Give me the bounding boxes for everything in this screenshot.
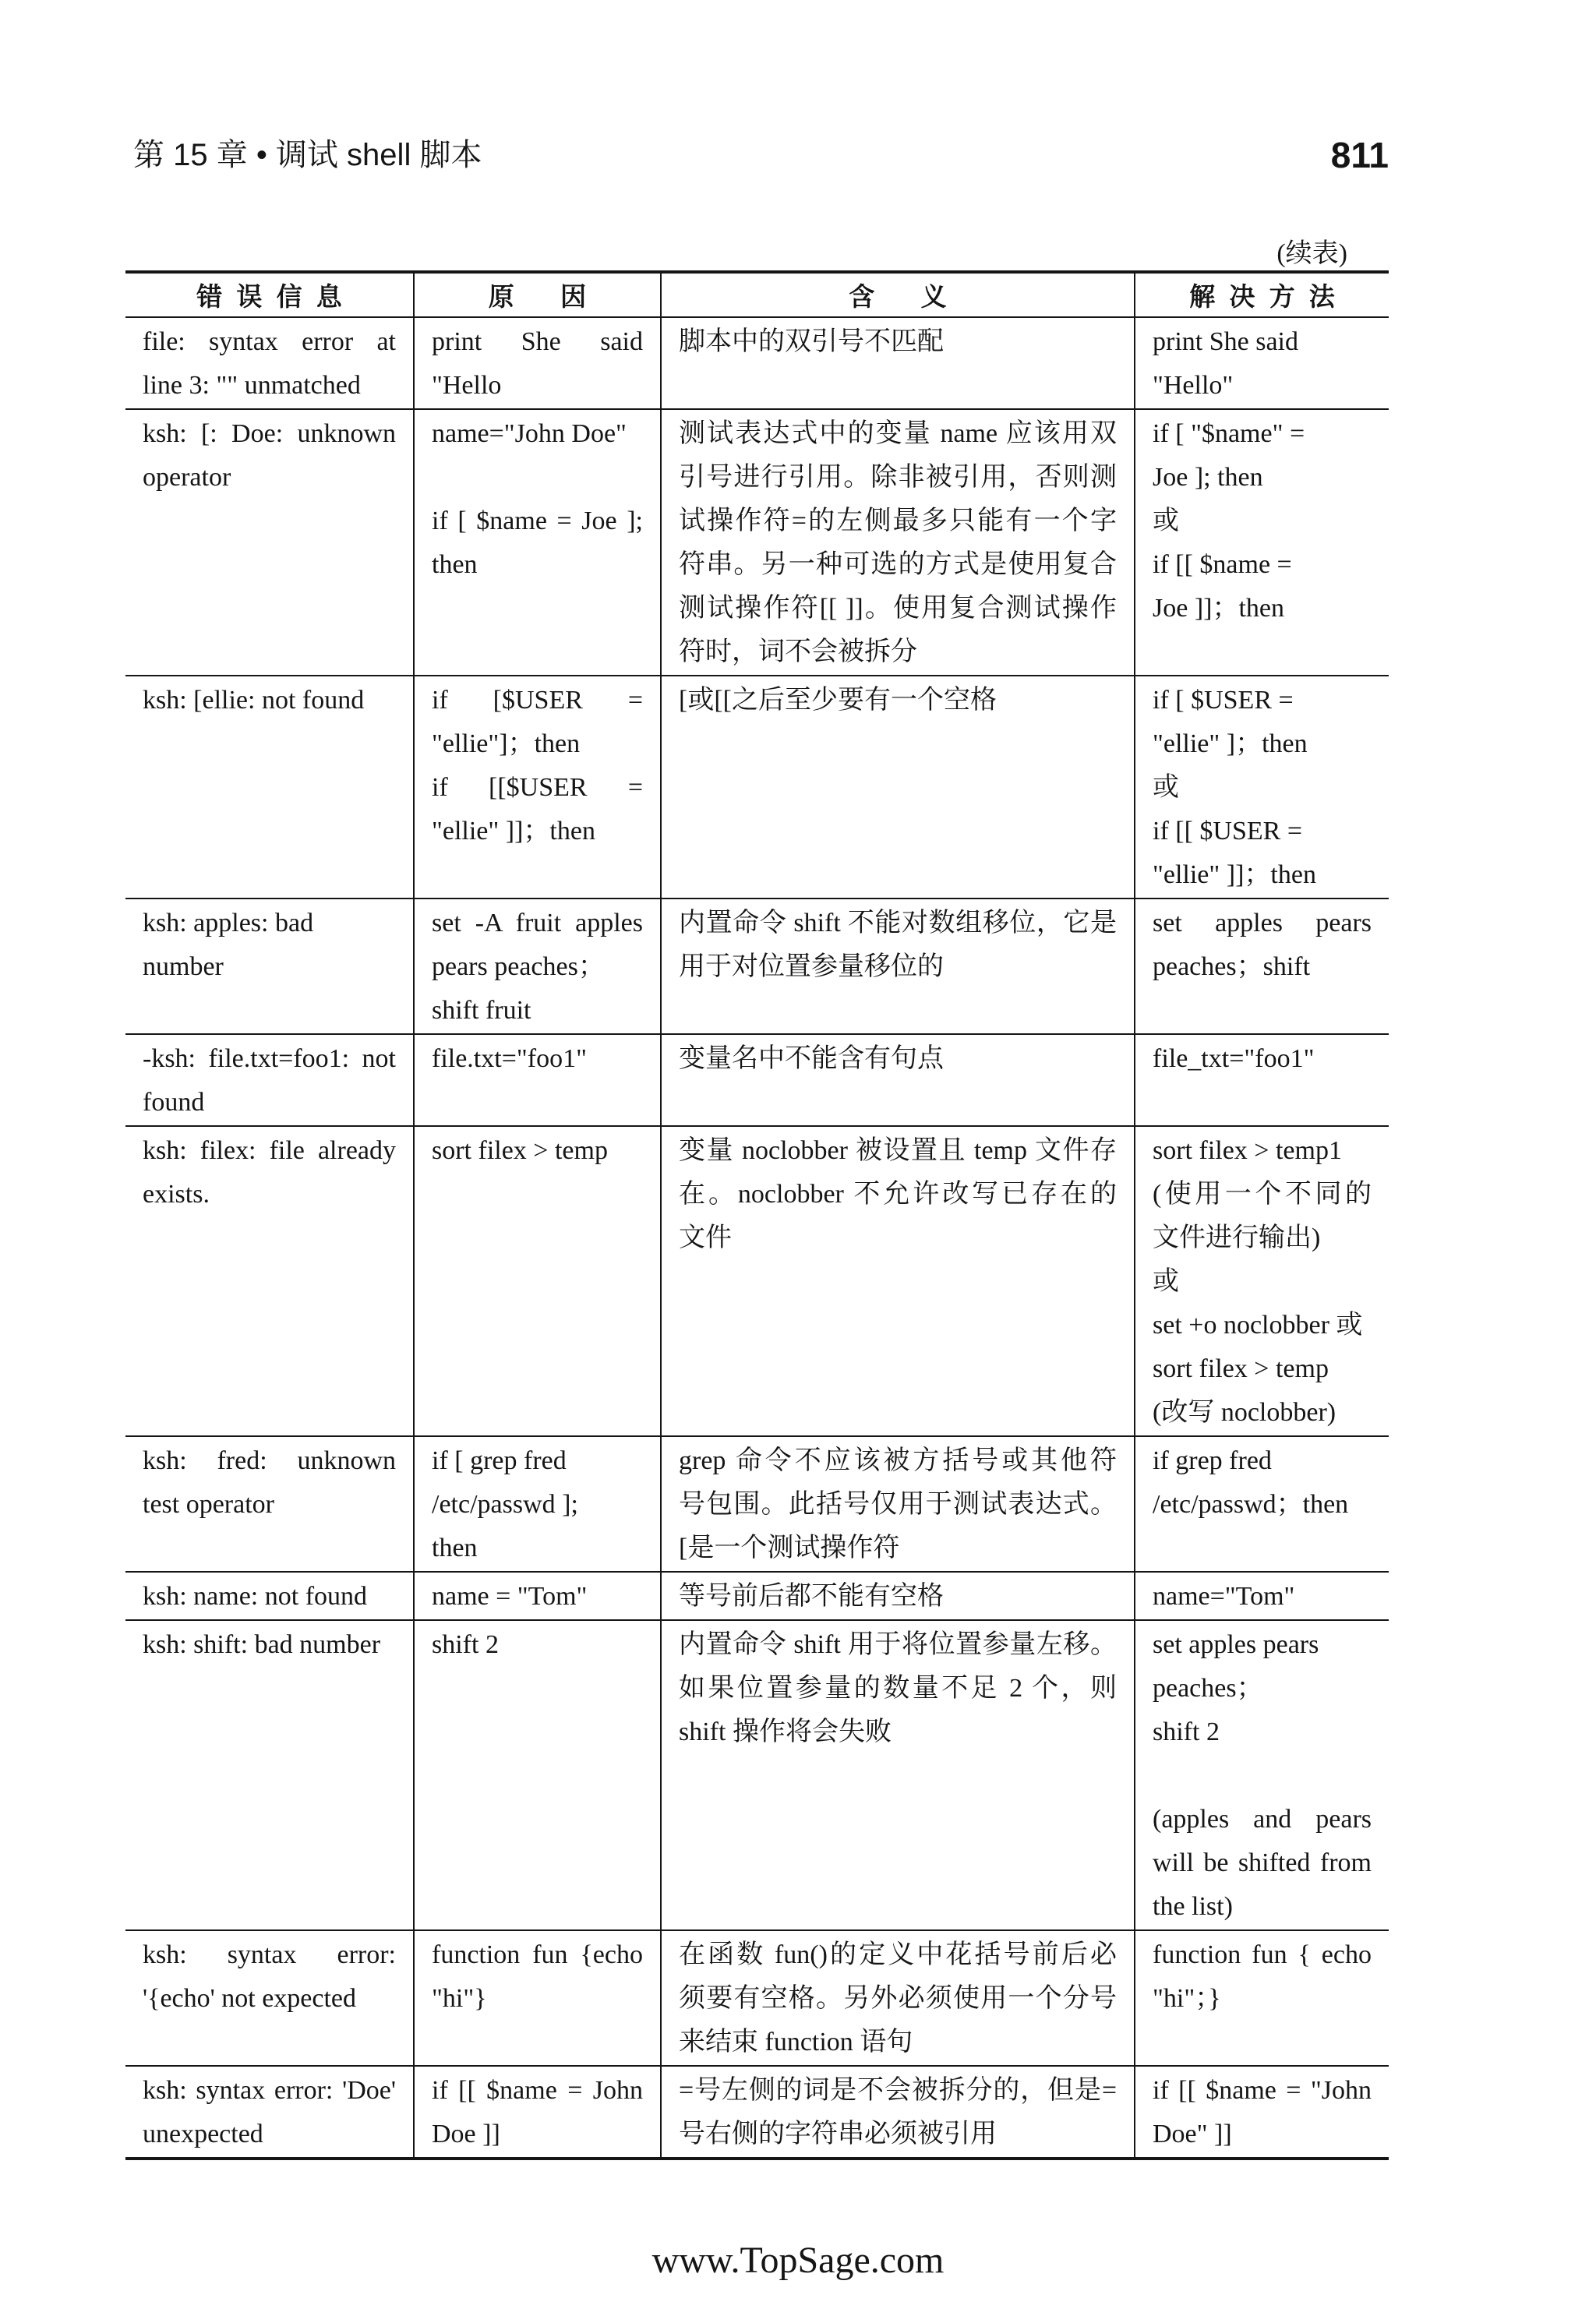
column-header-error-message: 错误信息 [125, 272, 414, 317]
page-number: 811 [1330, 135, 1389, 175]
cell-error-message [125, 1126, 414, 1436]
cell-line: 引号进行引用。除非被引用，否则测 [679, 463, 1117, 492]
table-row [125, 899, 1389, 1034]
cell-line: file.txt="foo1" [432, 1044, 587, 1073]
cell-line: shift fruit [432, 996, 531, 1025]
cell-line: if [[ $name = John [432, 2076, 643, 2105]
cell-meaning [661, 1126, 1135, 1436]
cell-error-message [125, 1436, 414, 1572]
cell-line: Joe ]; then [1153, 463, 1263, 492]
table-continued-caption: (续表) [1276, 239, 1347, 268]
cell-line: set apples pears [1153, 909, 1372, 937]
cell-line: Doe ]] [432, 2120, 500, 2148]
cell-line: Doe" ]] [1153, 2120, 1232, 2148]
cell-line: "hi"} [432, 1984, 487, 2013]
cell-line: exists. [143, 1180, 210, 1209]
cell-line: set apples pears [1153, 1630, 1319, 1659]
table-row [125, 1572, 1389, 1620]
cell-line: 内置命令 shift 不能对数组移位，它是 [679, 909, 1117, 937]
cell-line: 号右侧的字符串必须被引用 [679, 2120, 997, 2148]
cell-line: ksh: syntax error: [143, 1940, 396, 1969]
cell-error-message [125, 409, 414, 676]
cell-line: then [432, 550, 478, 579]
cell-error-message [125, 1620, 414, 1930]
cell-cause [414, 2066, 661, 2159]
cell-solution [1135, 1572, 1389, 1620]
cell-line: name = "Tom" [432, 1582, 588, 1611]
cell-line: found [143, 1088, 205, 1117]
column-header-meaning: 含义 [661, 272, 1135, 317]
cell-line: ksh: filex: file already [143, 1136, 396, 1165]
cell-line: function fun {echo [432, 1940, 643, 1969]
cell-line: file: syntax error at [143, 327, 396, 356]
chapter-title: 第 15 章 • 调试 shell 脚本 [133, 138, 482, 172]
cell-line: shift 操作将会失败 [679, 1718, 892, 1746]
cell-line: unexpected [143, 2120, 263, 2148]
column-header-cause: 原因 [414, 272, 661, 317]
cell-line: if [[ $name = "John [1153, 2076, 1372, 2105]
cell-cause [414, 676, 661, 899]
cell-line: shift 2 [1153, 1718, 1220, 1746]
cell-meaning [661, 2066, 1135, 2159]
cell-line: (使用一个不同的 [1153, 1180, 1372, 1209]
cell-line: number [143, 952, 224, 981]
cell-line: if [[ $name = [1153, 550, 1292, 579]
cell-line: set +o noclobber 或 [1153, 1311, 1363, 1340]
cell-line: ksh: [: Doe: unknown [143, 419, 396, 448]
cell-line: 或 [1153, 507, 1179, 535]
cell-error-message [125, 1930, 414, 2066]
cell-line: name="John Doe" [432, 419, 627, 448]
cell-line: 或 [1153, 773, 1179, 802]
cell-line: "ellie"]；then [432, 729, 581, 758]
cell-line: 变量 noclobber 被设置且 temp 文件存 [679, 1136, 1117, 1165]
cell-line: 脚本中的双引号不匹配 [679, 327, 944, 356]
table-body [125, 317, 1389, 2159]
table-row [125, 1930, 1389, 2066]
cell-line: pears peaches； [432, 952, 605, 981]
cell-line: peaches； [1153, 1674, 1263, 1703]
cell-line: 在函数 fun()的定义中花括号前后必 [679, 1940, 1117, 1969]
cell-line: 符时，词不会被拆分 [679, 637, 917, 666]
cell-line: (apples and pears [1153, 1805, 1372, 1834]
cell-line: 须要有空格。另外必须使用一个分号 [679, 1984, 1117, 2013]
cell-line: the list) [1153, 1892, 1233, 1921]
blank-line [1153, 1754, 1372, 1798]
footer-url: www.TopSage.com [651, 2240, 945, 2281]
cell-line: [是一个测试操作符 [679, 1534, 900, 1562]
cell-line: ksh: name: not found [143, 1582, 368, 1611]
cell-meaning [661, 1930, 1135, 2066]
cell-solution [1135, 899, 1389, 1034]
cell-line: if [ $name = Joe ]; [432, 507, 643, 535]
error-table [125, 270, 1389, 2160]
cell-cause [414, 409, 661, 676]
cell-line: (改写 noclobber) [1153, 1398, 1336, 1427]
cell-line: if [[$USER = [432, 773, 643, 802]
cell-meaning [661, 409, 1135, 676]
cell-line: 变量名中不能含有句点 [679, 1044, 944, 1073]
table-header-row [125, 272, 1389, 317]
cell-line: 文件进行输出) [1153, 1223, 1321, 1252]
cell-meaning [661, 899, 1135, 1034]
cell-line: ksh: fred: unknown [143, 1446, 396, 1475]
cell-meaning [661, 676, 1135, 899]
cell-line: /etc/passwd；then [1153, 1490, 1349, 1519]
table-row [125, 1034, 1389, 1126]
cell-meaning [661, 1034, 1135, 1126]
cell-solution [1135, 1620, 1389, 1930]
cell-error-message [125, 676, 414, 899]
cell-line: line 3: "" unmatched [143, 371, 361, 400]
cell-cause [414, 1436, 661, 1572]
cell-line: 来结束 function 语句 [679, 2028, 913, 2057]
cell-line: -ksh: file.txt=foo1: not [143, 1044, 396, 1073]
cell-line: if [ grep fred [432, 1446, 567, 1475]
cell-line: "Hello" [1153, 371, 1234, 400]
cell-line: "hi"；} [1153, 1984, 1221, 2013]
cell-solution [1135, 1436, 1389, 1572]
cell-line: 文件 [679, 1223, 732, 1252]
column-header-solution: 解决方法 [1135, 272, 1389, 317]
table-row [125, 409, 1389, 676]
cell-solution [1135, 317, 1389, 409]
cell-line: then [432, 1534, 478, 1562]
cell-line: if [[ $USER = [1153, 817, 1302, 846]
cell-line: "ellie" ]]；then [432, 817, 595, 846]
cell-line: sort filex > temp [1153, 1354, 1329, 1383]
cell-cause [414, 899, 661, 1034]
cell-meaning [661, 1572, 1135, 1620]
cell-line: 如果位置参量的数量不足 2 个，则 [679, 1674, 1117, 1703]
blank-line [432, 456, 643, 500]
cell-line: test operator [143, 1490, 274, 1519]
cell-line: Joe ]]；then [1153, 594, 1285, 623]
table-row [125, 317, 1389, 409]
cell-error-message [125, 1572, 414, 1620]
cell-meaning [661, 317, 1135, 409]
cell-line: 测试表达式中的变量 name 应该用双 [679, 419, 1117, 448]
table-row [125, 1126, 1389, 1436]
cell-line: 符串。另一种可选的方式是使用复合 [679, 550, 1117, 579]
cell-solution [1135, 1126, 1389, 1436]
cell-line: grep 命令不应该被方括号或其他符 [679, 1446, 1117, 1475]
cell-line: if [$USER = [432, 686, 643, 715]
cell-line: print She said [432, 327, 643, 356]
cell-error-message [125, 899, 414, 1034]
cell-line: will be shifted from [1153, 1848, 1372, 1877]
cell-line: /etc/passwd ]; [432, 1490, 578, 1519]
cell-meaning [661, 1620, 1135, 1930]
cell-cause [414, 1572, 661, 1620]
cell-line: 用于对位置参量移位的 [679, 952, 944, 981]
cell-cause [414, 1930, 661, 2066]
cell-line: ksh: syntax error: 'Doe' [143, 2076, 396, 2105]
cell-line: name="Tom" [1153, 1582, 1295, 1611]
cell-line: 测试操作符[[ ]]。使用复合测试操作 [679, 594, 1117, 623]
cell-line: if [ "$name" = [1153, 419, 1305, 448]
cell-line: 内置命令 shift 用于将位置参量左移。 [679, 1630, 1117, 1659]
table-header [125, 272, 1389, 317]
cell-line: if grep fred [1153, 1446, 1272, 1475]
cell-line: 试操作符=的左侧最多只能有一个字 [679, 507, 1117, 535]
cell-line: 在。noclobber 不允许改写已存在的 [679, 1180, 1117, 1209]
cell-meaning [661, 1436, 1135, 1572]
cell-line: shift 2 [432, 1630, 499, 1659]
cell-error-message [125, 2066, 414, 2159]
cell-error-message [125, 1034, 414, 1126]
cell-cause [414, 317, 661, 409]
cell-line: "Hello [432, 371, 502, 400]
cell-cause [414, 1620, 661, 1930]
cell-line: sort filex > temp [432, 1136, 608, 1165]
cell-line: function fun { echo [1153, 1940, 1372, 1969]
table-row [125, 1620, 1389, 1930]
cell-line: "ellie" ]]；then [1153, 860, 1316, 889]
cell-solution [1135, 1034, 1389, 1126]
cell-line: '{echo' not expected [143, 1984, 357, 2013]
cell-line: peaches；shift [1153, 952, 1311, 981]
cell-line: sort filex > temp1 [1153, 1136, 1342, 1165]
cell-line: operator [143, 463, 231, 492]
cell-line: "ellie" ]；then [1153, 729, 1308, 758]
cell-solution [1135, 676, 1389, 899]
cell-line: ksh: apples: bad [143, 909, 314, 937]
cell-error-message [125, 317, 414, 409]
table-row [125, 676, 1389, 899]
cell-line: ksh: [ellie: not found [143, 686, 365, 715]
cell-line: 号包围。此括号仅用于测试表达式。 [679, 1490, 1117, 1519]
cell-solution [1135, 2066, 1389, 2159]
cell-line: file_txt="foo1" [1153, 1044, 1315, 1073]
cell-line: 等号前后都不能有空格 [679, 1582, 944, 1611]
cell-solution [1135, 1930, 1389, 2066]
cell-line: if [ $USER = [1153, 686, 1294, 715]
cell-cause [414, 1034, 661, 1126]
cell-solution [1135, 409, 1389, 676]
cell-cause [414, 1126, 661, 1436]
cell-line: =号左侧的词是不会被拆分的，但是= [679, 2076, 1117, 2105]
cell-line: 或 [1153, 1267, 1179, 1296]
table-row [125, 2066, 1389, 2159]
table-row [125, 1436, 1389, 1572]
cell-line: set -A fruit apples [432, 909, 643, 937]
cell-line: print She said [1153, 327, 1298, 356]
cell-line: [或[[之后至少要有一个空格 [679, 686, 997, 715]
cell-line: ksh: shift: bad number [143, 1630, 381, 1659]
